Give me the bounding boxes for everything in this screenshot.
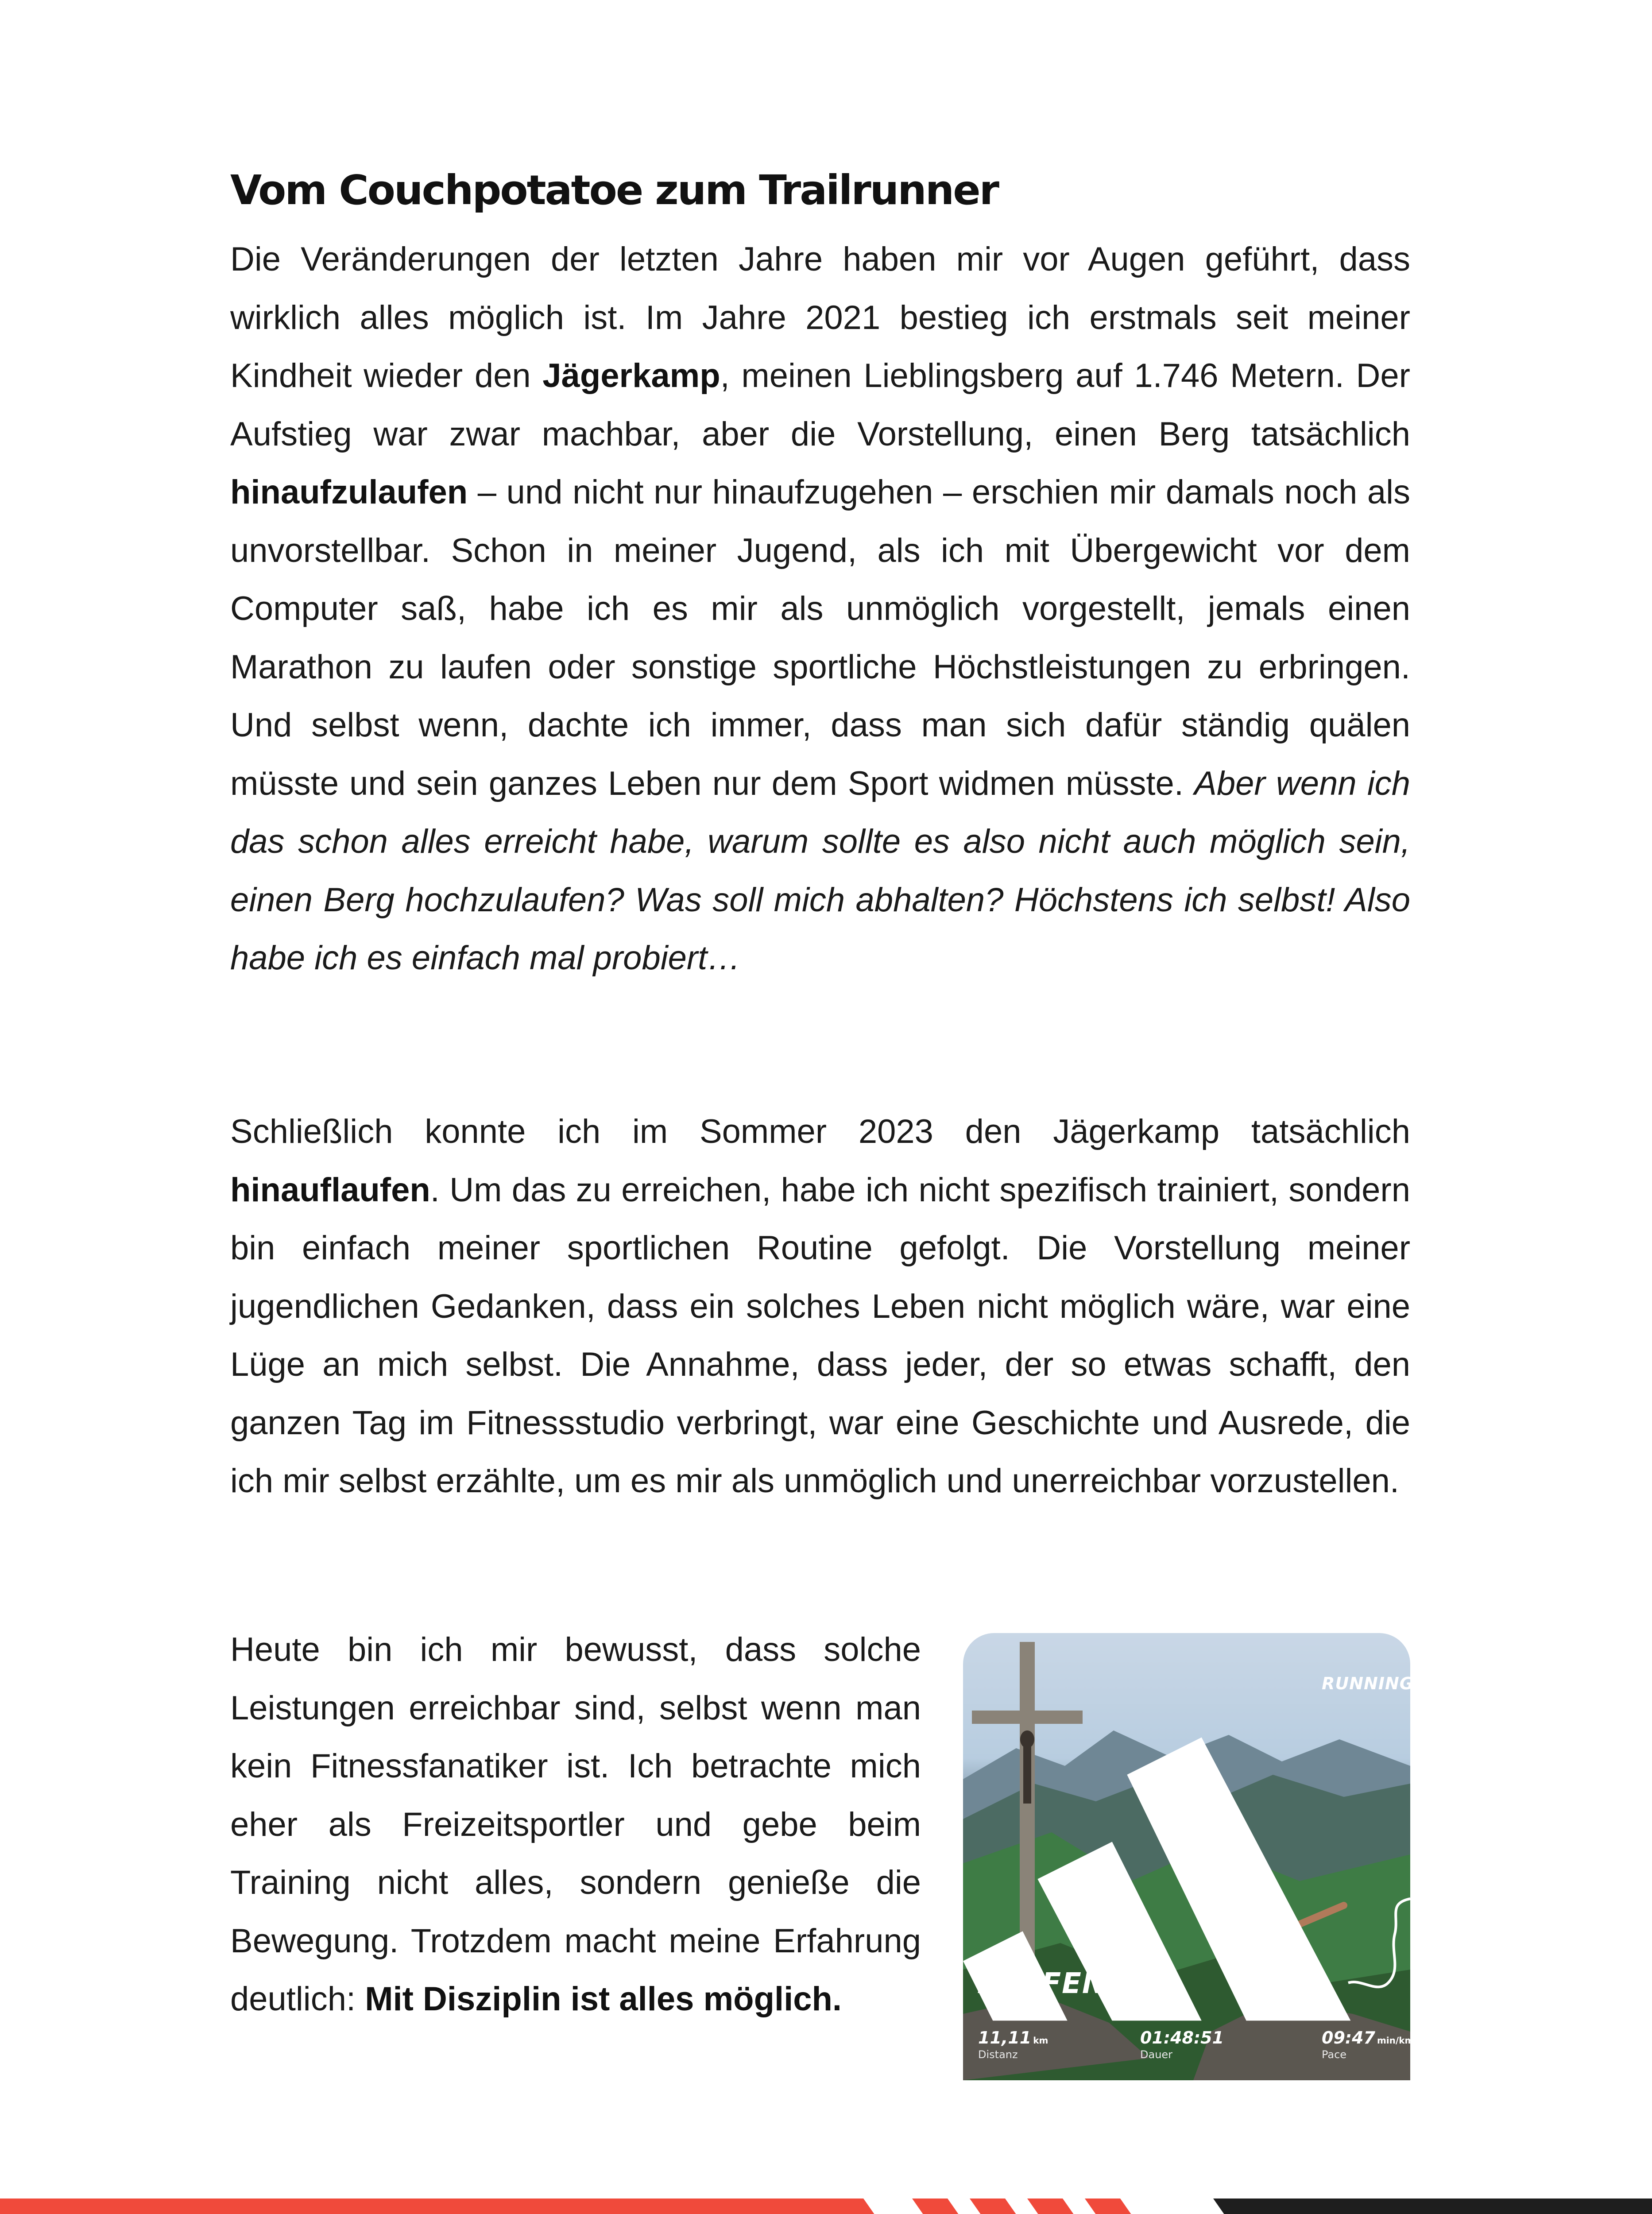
paragraph-2 xyxy=(230,1103,1410,1510)
stat-distance-label: Distanz xyxy=(978,2048,1018,2061)
paragraph-3 xyxy=(230,1621,921,2028)
page-footer xyxy=(0,2199,1652,2214)
brand-label: RUNNING xyxy=(1322,1674,1414,1693)
paragraph-2-bold-hinauflaufen: hinauflaufen xyxy=(230,1171,430,1209)
summit-photo xyxy=(963,1633,1414,2080)
stat-pace xyxy=(1322,2028,1414,2061)
paragraph-2-text-1: Schließlich konnte ich im Sommer 2023 den Jägerkamp tatsächlich xyxy=(230,1113,1410,1150)
paragraph-3-bold-conclusion: Mit Disziplin ist alles möglich. xyxy=(365,1980,842,2018)
stat-duration-value: 01:48:51 xyxy=(1140,2028,1224,2048)
stat-pace-label: Pace xyxy=(1322,2048,1347,2061)
adidas-logo-icon xyxy=(963,1633,1410,2080)
activity-title: LAUFEN xyxy=(977,1967,1107,2000)
stat-duration xyxy=(1140,2028,1224,2061)
paragraph-1-text-1: Die Veränderungen der letzten Jahre haben mir vor Augen geführt, dass wirklich alles möglich ist. Im Jahre 2021 bestieg ich erstmals seit meiner Kindheit wieder den xyxy=(230,240,1410,395)
page-title: Vom Couchpotatoe zum Trailrunner xyxy=(230,166,998,214)
paragraph-1-text-2: , meinen Lieblingsberg auf 1.746 Metern. Der Aufstieg war zwar machbar, aber die Vorstellung, einen Berg tatsächlich xyxy=(230,357,1410,453)
stat-distance xyxy=(978,2028,1048,2061)
paragraph-1-bold-jaegerkamp: Jägerkamp xyxy=(542,357,720,395)
stat-duration-label: Dauer xyxy=(1140,2048,1173,2061)
paragraph-1-italic: Aber wenn ich das schon alles erreicht habe, warum sollte es also nicht auch möglich sein, einen Berg hochzulaufen? Was soll mich abhalten? Höchstens ich selbst! Also habe ich es einfach mal probiert… xyxy=(230,764,1410,977)
paragraph-1 xyxy=(230,230,1410,987)
paragraph-2-text-2: . Um das zu erreichen, habe ich nicht spezifisch trainiert, sondern bin einfach meiner sportlichen Routine gefolgt. Die Vorstellung meiner jugendlichen Gedanken, dass ein solches Leben nicht möglich wäre, war eine Lüge an mich selbst. Die Annahme, dass jeder, der so etwas schafft, den ganzen Tag im Fitnessstudio verbringt, war eine Geschichte und Ausrede, die ich mir selbst erzählte, um es mir als unmöglich und unerreichbar vorzustellen. xyxy=(230,1171,1410,1500)
stat-distance-value: 11,11 xyxy=(978,2028,1032,2048)
paragraph-3-text-1: Heute bin ich mir bewusst, dass solche Leistungen erreichbar sind, selbst wenn man kein Fitnessfanatiker ist. Ich betrachte mich eher als Freizeitsportler und gebe beim Training nicht alles, sondern genieße die Bewegung. Trotzdem macht meine Erfahrung deutlich: xyxy=(230,1631,921,2018)
stat-pace-value: 09:47 xyxy=(1322,2028,1375,2048)
stat-pace-unit: min/km xyxy=(1377,2035,1414,2046)
paragraph-1-bold-hinaufzulaufen: hinaufzulaufen xyxy=(230,473,468,511)
paragraph-1-text-3: – und nicht nur hinaufzugehen – erschien mir damals noch als unvorstellbar. Schon in meiner Jugend, als ich mit Übergewicht vor dem Computer saß, habe ich es mir als unmöglich vorgestellt, jemals einen Marathon zu laufen oder sonstige sportliche Höchstleistungen zu erbringen. Und selbst wenn, dachte ich immer, dass man sich dafür ständig quälen müsste und sein ganzes Leben nur dem Sport widmen müsste. xyxy=(230,473,1410,802)
footer-band xyxy=(0,2199,1652,2214)
stat-distance-unit: km xyxy=(1033,2035,1048,2046)
